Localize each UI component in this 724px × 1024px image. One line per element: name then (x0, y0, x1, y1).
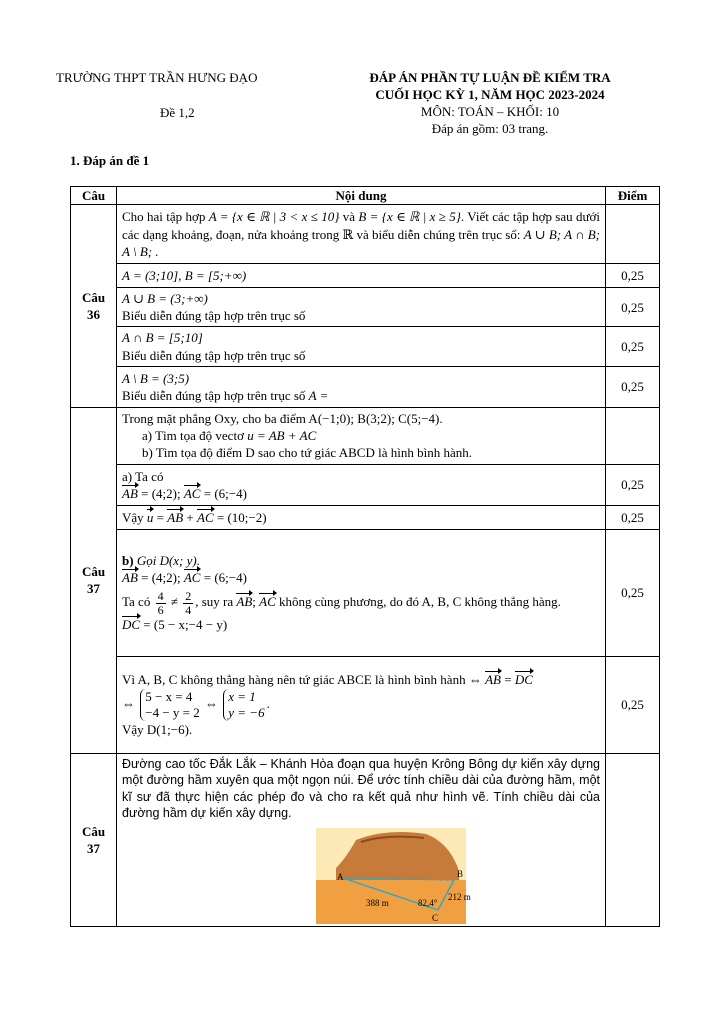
point-a-label: A (337, 871, 344, 882)
score: 0,25 (606, 327, 660, 366)
school-name: TRƯỜNG THPT TRẦN HƯNG ĐẠO (56, 70, 258, 85)
doc-title-2: CUỐI HỌC KỲ 1, NĂM HỌC 2023-2024 (375, 87, 605, 102)
section-title: 1. Đáp án đề 1 (70, 153, 150, 168)
score: 0,25 (606, 288, 660, 327)
tunnel-illustration (186, 828, 536, 924)
pages-note: Đáp án gồm: 03 trang. (431, 121, 549, 136)
cau-37-label: Câu 37 (71, 407, 117, 753)
exam-code: Đề 1,2 (160, 105, 195, 120)
answer-table (70, 186, 660, 927)
score: 0,25 (606, 529, 660, 656)
q37-part-b: b) Gọi D(x; y). AB = (4;2); AC = (6;−4) Ta có $\frac{4}{6}$ ≠ $\frac{2}{4}$ , suy ra AB; AC không cùng phương, do đó A, B, C không thẳng hàng. DC = (5 − x;−4 − y) (117, 529, 606, 656)
q36-row-3: A ∩ B = [5;10] Biểu diễn đúng tập hợp trên trục số (117, 327, 606, 366)
score: 0,25 (606, 656, 660, 753)
q37-part-a: a) Ta có AB = (4;2); AC = (6;−4) (117, 464, 606, 505)
tunnel-figure (186, 828, 536, 924)
angle-label: 82,4° (418, 897, 438, 908)
score: 0,25 (606, 505, 660, 529)
subject-line: MÔN: TOÁN – KHỐI: 10 (420, 104, 560, 119)
cau-37b-label: Câu 37 (71, 753, 117, 926)
ground (316, 880, 466, 924)
q36-row-1: A = (3;10], B = [5;+∞) (117, 264, 606, 288)
score: 0,25 (606, 264, 660, 288)
point-b-label: B (457, 868, 464, 879)
doc-title-1: ĐÁP ÁN PHẦN TỰ LUẬN ĐỀ KIỂM TRA (369, 70, 611, 85)
q37-part-b-result: Vì A, B, C không thẳng hàng nên tứ giác ABCE là hình bình hành ⇔ AB = DC ⇔ 5 − x = 4 −4 − y = 2 ⇔ x = 1 y = −6 . Vậy D(1;−6). (117, 656, 606, 753)
length-bc-label: 212 m (448, 891, 471, 902)
length-ac-label: 388 m (366, 897, 389, 908)
q37-part-a-result: Vậy u = AB + AC = (10;−2) (117, 505, 606, 529)
th-noidung: Nội dung (117, 187, 606, 205)
score: 0,25 (606, 464, 660, 505)
th-diem: Điểm (606, 187, 660, 205)
score: 0,25 (606, 366, 660, 407)
cau-36-label: Câu 36 (71, 205, 117, 408)
q36-row-2: A ∪ B = (3;+∞) Biểu diễn đúng tập hợp trên trục số (117, 288, 606, 327)
point-c-label: C (432, 912, 439, 923)
q37b-prompt: Đường cao tốc Đắk Lắk – Khánh Hòa đoạn qua huyện Krông Bông dự kiến xây dựng một đường hầm xuyên qua một ngọn núi. Để ước tính chiều dài của đường hầm, một kĩ sư đã thực hiện các phép đo và cho ra kết quả như hình vẽ. Tính chiều dài của đường hầm dự kiến xây dựng. A B C 388 m 212 m 82,4° (117, 753, 606, 926)
q36-row-4: A \ B = (3;5) Biểu diễn đúng tập hợp trên trục số A = (117, 366, 606, 407)
th-cau: Câu (71, 187, 117, 205)
q36-prompt: Cho hai tập hợp A = {x ∈ ℝ | 3 < x ≤ 10} và B = {x ∈ ℝ | x ≥ 5}. Viết các tập hợp sau dưới các dạng khoảng, đoạn, nửa khoảng trong ℝ và biểu diễn chúng trên trục số: A ∪ B; A ∩ B; A \ B; . (117, 205, 606, 264)
q37-prompt: Trong mặt phẳng Oxy, cho ba điểm A(−1;0); B(3;2); C(5;−4). a) Tìm tọa độ vectơ u = AB + AC b) Tìm tọa độ điểm D sao cho tứ giác ABCD là hình bình hành. (117, 407, 606, 464)
